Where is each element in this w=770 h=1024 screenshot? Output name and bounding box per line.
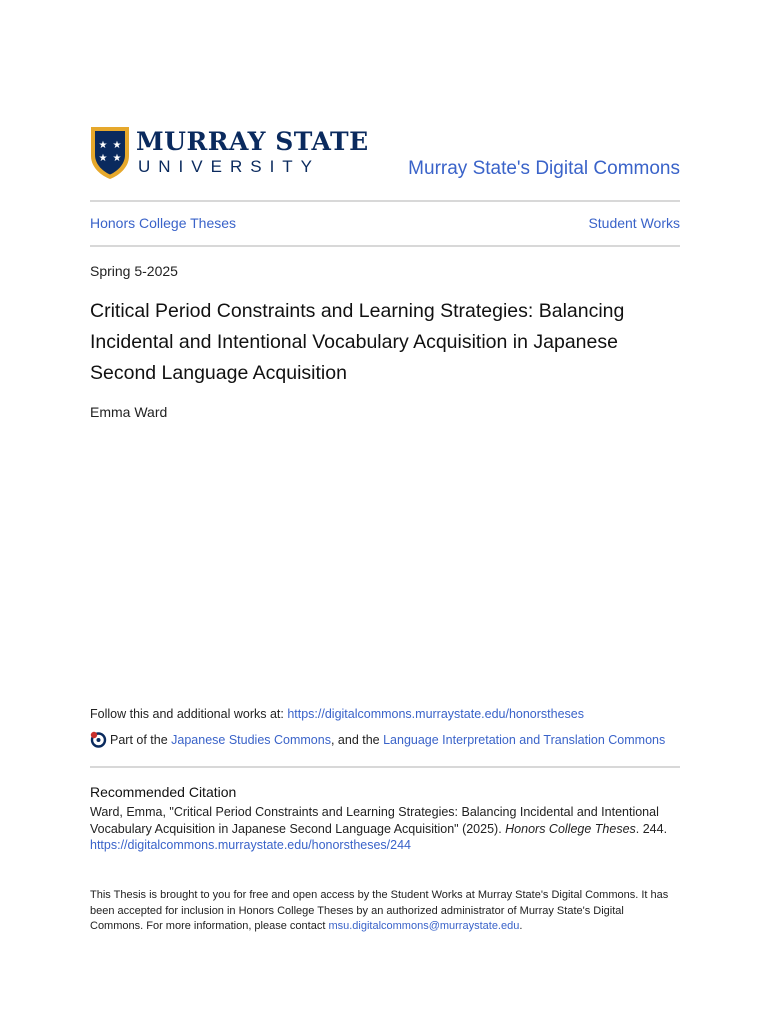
svg-text:★: ★ (112, 140, 122, 151)
citation-heading: Recommended Citation (90, 784, 237, 800)
follow-line (90, 707, 584, 721)
network-icon[interactable] (90, 731, 107, 748)
japanese-studies-commons-link[interactable]: Japanese Studies Commons (171, 732, 331, 747)
contact-email-link[interactable]: msu.digitalcommons@murraystate.edu (328, 920, 520, 932)
access-notice (90, 888, 680, 935)
citation-url-link[interactable]: https://digitalcommons.murraystate.edu/honorstheses/244 (90, 838, 412, 852)
notice-text: This Thesis is brought to you for free and open access by the Student Works at Murray State's Digital Commons. It has been accepted for inclusion in Honors College Theses by an authorized administrator of Murray State's Digital Commons. For more information, please contact (90, 889, 669, 932)
document-title: Critical Period Constraints and Learning Strategies: Balancing Incidental and Intentional Vocabulary Acquisition in Japanese Second Language Acquisition (90, 300, 625, 384)
student-works-link[interactable]: Student Works (588, 215, 680, 231)
publication-date: Spring 5-2025 (90, 263, 178, 279)
citation-body: Ward, Emma, "Critical Period Constraints and Learning Strategies: Balancing Incidental and Intentional Vocabulary Acquisition in Japanese Second Language Acquisition" (2025). (90, 805, 659, 836)
svg-text:★: ★ (112, 153, 122, 164)
author-name: Emma Ward (90, 404, 168, 420)
logo-subtitle: UNIVERSITY (138, 157, 321, 176)
language-interpretation-commons-link[interactable]: Language Interpretation and Translation Commons (383, 732, 666, 747)
university-logo[interactable] (90, 126, 369, 180)
follow-prefix: Follow this and additional works at: (90, 707, 288, 721)
logo-name: MURRAY STATE (136, 127, 369, 156)
follow-url-link[interactable]: https://digitalcommons.murraystate.edu/honorstheses (287, 707, 585, 721)
shield-stars-icon (90, 126, 130, 180)
repository-link[interactable]: Murray State's Digital Commons (408, 158, 680, 179)
notice-end: . (519, 920, 523, 932)
divider (90, 245, 680, 247)
honors-college-theses-link[interactable]: Honors College Theses (90, 215, 237, 231)
svg-text:★: ★ (98, 153, 108, 164)
svg-text:★: ★ (98, 140, 108, 151)
divider (90, 200, 680, 202)
citation-text (90, 804, 680, 854)
part-of-prefix: Part of the (110, 732, 172, 747)
part-of-line (90, 731, 665, 748)
citation-series-number: . 244. (635, 821, 668, 836)
divider (90, 766, 680, 768)
citation-series: Honors College Theses (505, 821, 636, 836)
part-of-middle: , and the (330, 732, 384, 747)
